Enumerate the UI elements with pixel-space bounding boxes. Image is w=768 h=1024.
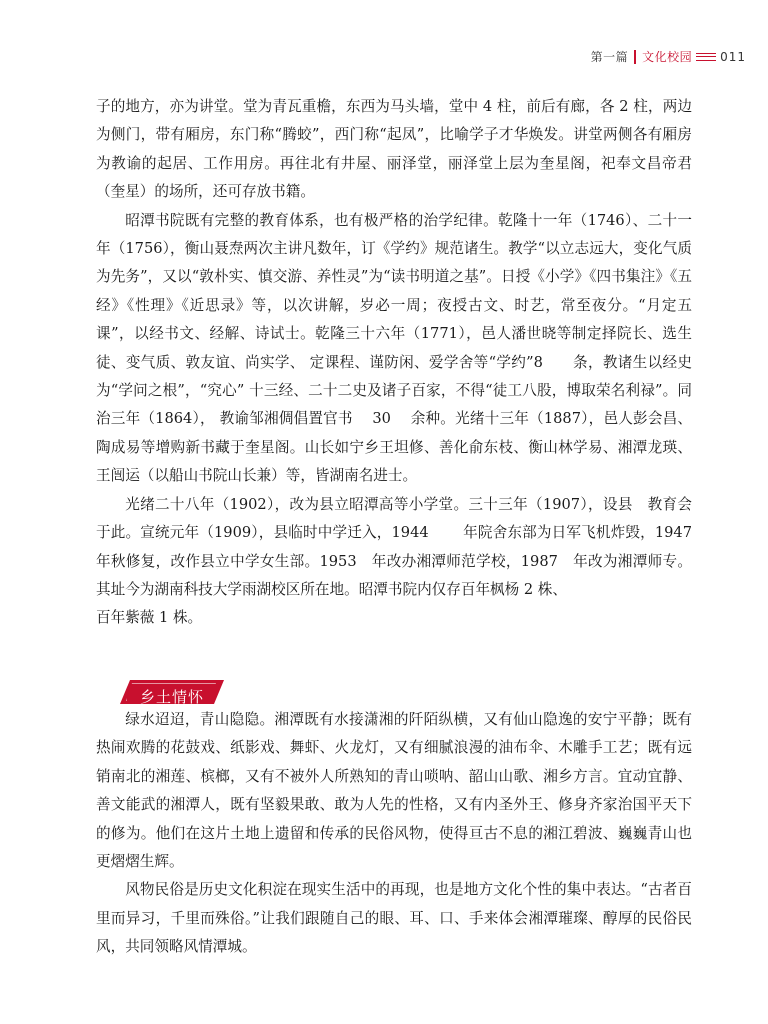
paragraph: 昭潭书院既有完整的教育体系，也有极严格的治学纪律。乾隆十一年（1746）、二十一年（1756），衡山聂焘两次主讲凡数年，订《学约》规范诸生。教学“以立志远大，变化气质为先务”，又以“敦朴实、慎交游、养性灵”为“读书明道之基”。日授《小学》《四书集注》《五经》《性理》《近思录》等，以次讲解，岁必一周；夜授古文、时艺，常至夜分。“月定五课”，以经书文、经解、诗试士。乾隆三十六年（1771），邑人潘世晓等制定择院长、选生徒、变气质、敦友谊、尚实学、 定课程、谨防闲、爱学舍等“学约”8 条，教诸生以经史为“学问之根”，“究心” 十三经、二十二史及诸子百家，不得“徒工八股，博取荣名利禄”。同治三年（1864）， 教谕邹湘倜倡置官书 30 余种。光绪十三年（1887），邑人彭会昌、陶成易等增购新书藏于奎星阁。山长如宁乡王坦修、善化俞东枝、衡山林学易、湘潭龙瑛、王闿运（以船山书院山长兼）等，皆湖南名进士。	[96, 211, 692, 485]
body-text-block-1	[96, 93, 692, 633]
header-stripes-decoration	[696, 53, 716, 61]
paragraph: 子的地方，亦为讲堂。堂为青瓦重檐，东西为马头墙，堂中 4 柱，前后有廊，各 2 柱，两边为侧门，带有厢房，东门称“腾蛟”，西门称“起凤”，比喻学子才华焕发。讲堂两侧各有厢房为教谕的起居、工作用房。再往北有井屋、丽泽堂，丽泽堂上层为奎星阁，祀奉文昌帝君（奎星）的场所，还可存放书籍。	[96, 98, 692, 201]
paragraph: 绿水迢迢，青山隐隐。湘潭既有水接潇湘的阡陌纵横，又有仙山隐逸的安宁平静；既有热闹欢腾的花鼓戏、纸影戏、舞虾、火龙灯，又有细腻浪漫的油布伞、木雕手工艺；既有远销南北的湘莲、槟榔，又有不被外人所熟知的青山唢呐、韶山山歌、湘乡方言。宜动宜静、善文能武的湘潭人，既有坚毅果敢、敢为人先的性格，又有内圣外王、修身齐家治国平天下的修为。他们在这片土地上遗留和传承的民俗风物，使得亘古不息的湘江碧波、巍巍青山也更熠熠生辉。	[96, 711, 692, 871]
section-heading-label: 乡土情怀	[140, 688, 205, 704]
paragraph: 光绪二十八年（1902），改为县立昭潭高等小学堂。三十三年（1907），设县 教育会于此。宣统元年（1909），县临时中学迁入，1944 年院舍东部为日军飞机炸毁，1947 年秋修复，改作县立中学女生部。1953 年改办湘潭师范学校，1987 年改为湘潭师专。其址今为湖南科技大学雨湖校区所在地。昭潭书院内仅存百年枫杨 2 株、	[96, 495, 692, 598]
header-divider	[634, 50, 636, 64]
page-header	[591, 48, 746, 65]
section-title-header: 文化校园	[642, 50, 693, 64]
part-title: 第一篇	[590, 50, 629, 64]
page-number: 011	[720, 49, 746, 64]
body-text-block-2	[96, 706, 692, 962]
paragraph: 风物民俗是历史文化积淀在现实生活中的再现，也是地方文化个性的集中表达。“古者百里而异习，千里而殊俗。”让我们跟随自己的眼、耳、口、手来体会湘潭璀璨、醇厚的民俗民风，共同领略风情潭城。	[96, 881, 692, 956]
paragraph: 百年紫薇 1 株。	[96, 609, 203, 627]
section-heading-banner	[120, 680, 224, 704]
